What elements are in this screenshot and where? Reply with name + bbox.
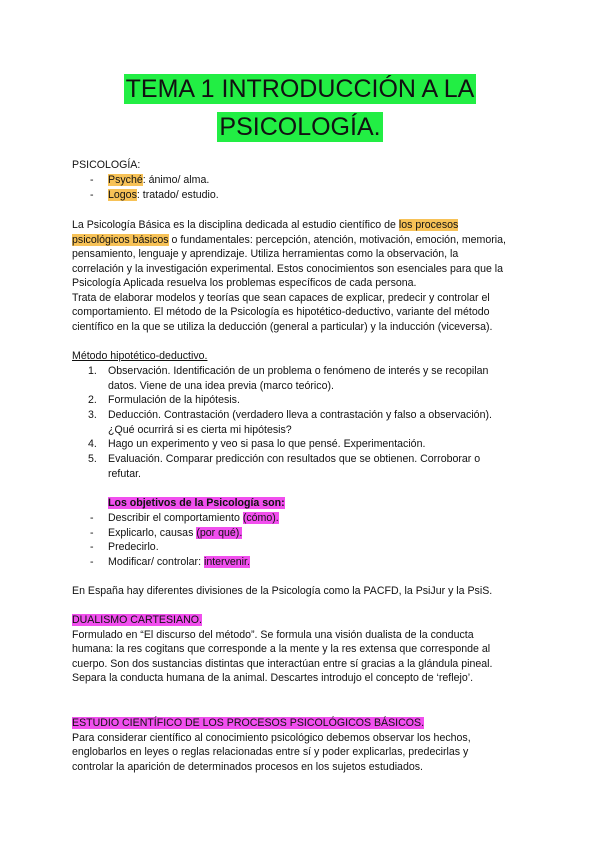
list-item: - Describir el comportamiento (cómo).: [90, 512, 279, 524]
list-item: - Predecirlo.: [90, 541, 159, 553]
objetivos-list: [0, 511, 600, 569]
list-item: - Psyché: ánimo/ alma.: [90, 174, 210, 186]
metodo-heading: Método hipotético-deductivo.: [72, 350, 208, 362]
dualismo-heading: DUALISMO CARTESIANO.: [72, 614, 202, 626]
objetivos-heading: Los objetivos de la Psicología son:: [108, 497, 285, 509]
list-item: 4. Hago un experimento y veo si pasa lo que pensé. Experimentación.: [88, 438, 426, 450]
list-item: - Logos: tratado/ estudio.: [90, 189, 219, 201]
list-item: - Modificar/ controlar: intervenir.: [90, 555, 250, 568]
title-line-1: TEMA 1 INTRODUCCIÓN A LA: [125, 75, 475, 103]
estudio-section: ESTUDIO CIENTÍFICO DE LOS PROCESOS PSICOLÓGICOS BÁSICOS. Para considerar científico al conocimiento psicológico debemos observar los hechos, englobarlos en leyes o reglas relacionadas entre sí y poder explicarlas, predecirlas y controlar la aparición de determinados procesos en los sujetos estudiados.: [72, 717, 471, 773]
list-item: 1. Observación. Identificación de un problema o fenómeno de interés y se recopilan datos. Viene de una idea previa (marco teórico).: [88, 365, 489, 392]
psicologia-heading: PSICOLOGÍA:: [72, 159, 141, 171]
psicologia-list: [0, 173, 600, 203]
espana-paragraph: En España hay diferentes divisiones de la Psicología como la PACFD, la PsiJur y la PsiS.: [72, 585, 493, 597]
list-item: 3. Deducción. Contrastación (verdadero lleva a contrastación y falso a observación). ¿Qué ocurrirá si es cierta mi hipótesis?: [88, 409, 492, 436]
paragraph-psicologia-basica: La Psicología Básica es la disciplina dedicada al estudio científico de los procesos psicológicos básicos o fundamentales: percepción, atención, motivación, emoción, memoria, pensamiento, lenguaje y aprendizaje. Utiliza herramientas como la observación, la correlación y la investigación experimental. Estos conocimientos son esenciales para que la Psicología Aplicada resuelva los problemas específicos de cada persona. Trata de elaborar modelos y teorías que sean capaces de explicar, predecir y controlar el comportamiento. El método de la Psicología es hipotético-deductivo, variante del método científico en la que se utiliza la deducción (general a particular) y la inducción (viceversa).: [72, 219, 506, 333]
list-item: 2. Formulación de la hipótesis.: [88, 394, 240, 406]
list-item: - Explicarlo, causas (por qué).: [90, 526, 243, 539]
metodo-steps: [0, 364, 600, 481]
title-line-2: PSICOLOGÍA.: [219, 113, 381, 141]
list-item: 5. Evaluación. Comparar predicción con resultados que se obtienen. Corroborar o refutar.: [88, 453, 481, 480]
estudio-heading: ESTUDIO CIENTÍFICO DE LOS PROCESOS PSICOLÓGICOS BÁSICOS.: [72, 717, 425, 729]
dualismo-section: DUALISMO CARTESIANO. Formulado en “El discurso del método”. Se formula una visión dualista de la conducta humana: la res cogitans que corresponde a la mente y la res extensa que corresponde al cuerpo. Son dos sustancias distintas que interactúan entre sí gracias a la glándula pineal. Separa la conducta humana de la animal. Descartes introdujo el concepto de ‘reflejo’.: [72, 614, 493, 684]
